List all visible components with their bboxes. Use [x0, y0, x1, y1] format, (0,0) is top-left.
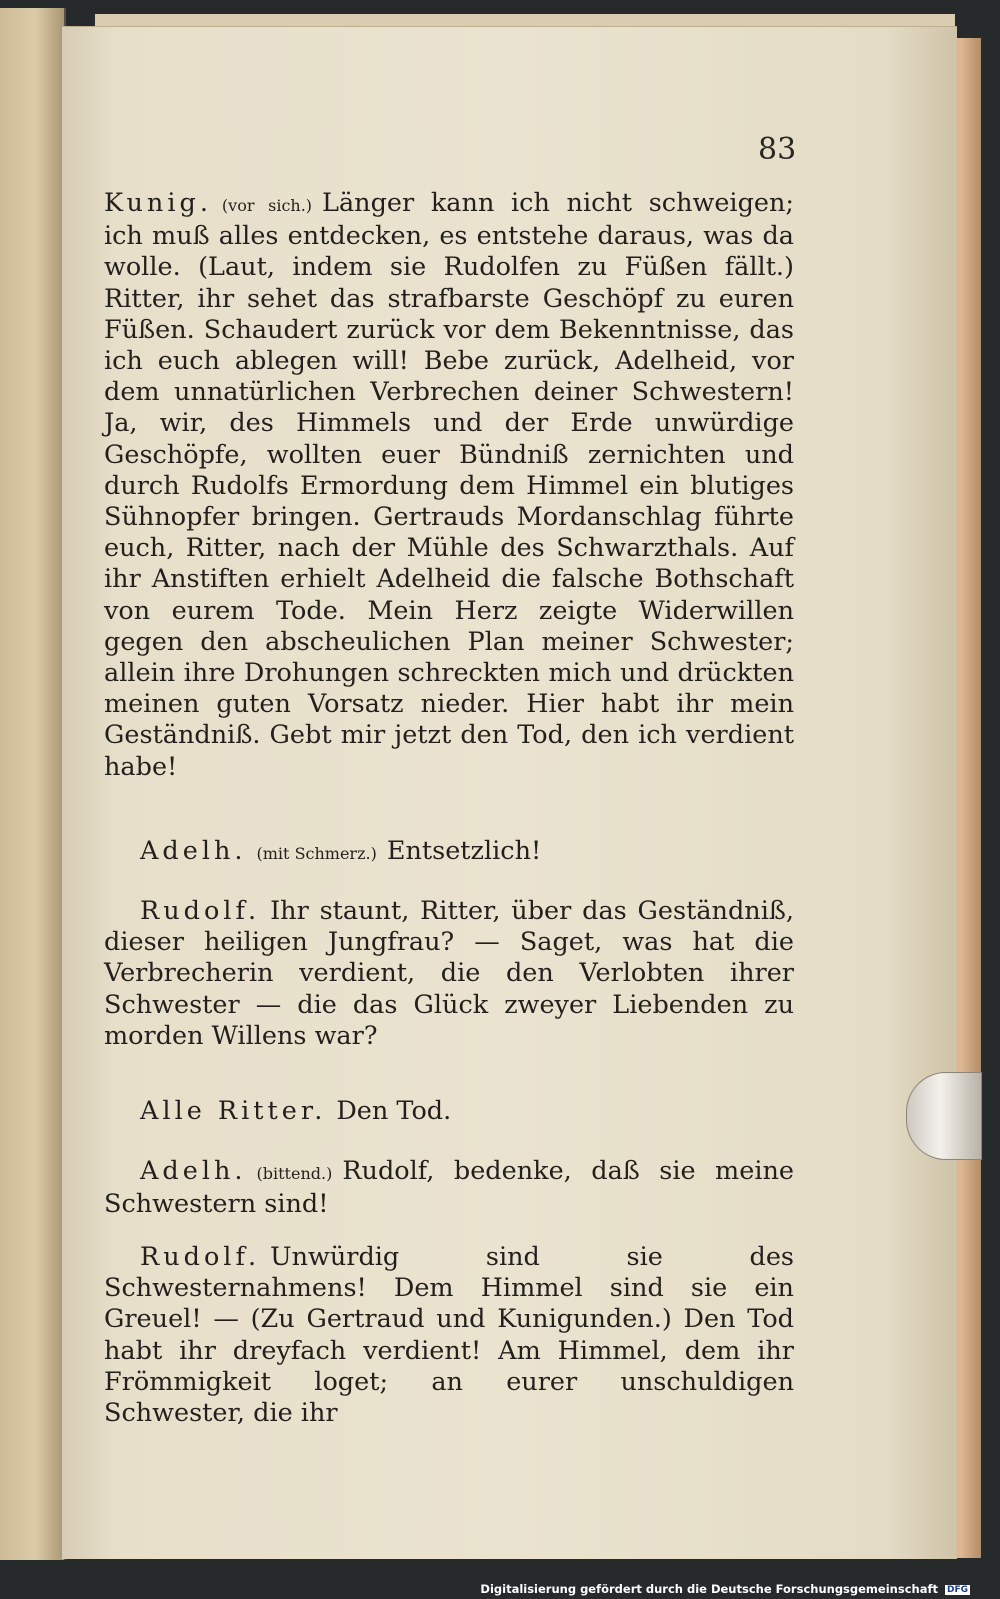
digitization-credit: [480, 1582, 970, 1596]
speech-adelh-1: [104, 836, 794, 869]
speech-adelh-2: [104, 1156, 794, 1220]
speaker-name: Kunig.: [104, 188, 212, 218]
page-number: 83: [758, 132, 797, 167]
speaker-name: Adelh.: [140, 1156, 247, 1186]
stage-direction: (vor sich.): [221, 196, 313, 215]
dfg-logo: DFG: [946, 1585, 968, 1595]
previous-page-edge: [0, 8, 66, 1560]
speech-text: Länger kann ich nicht schweigen; ich muß alles entdecken, es entstehe daraus, was da wolle. (Laut, indem sie Rudolfen zu Füßen fällt.) Ritter, ihr sehet das strafbarste Geschöpf zu euren Füßen. Schaudert zurück vor dem Bekenntnisse, das ich euch ablegen will! Bebe zurück, Adelheid, vor dem unnatürlichen Verbrechen deiner Schwestern! Ja, wir, des Himmels und der Erde unwürdige Geschöpfe, wollten euer Bündniß zernichten und durch Rudolfs Ermordung dem Himmel ein blutiges Sühnopfer bringen. Gertrauds Mordanschlag führte euch, Ritter, nach der Mühle des Schwarzthals. Auf ihr Anstiften erhielt Adelheid die falsche Bothschaft von eurem Tode. Mein Herz zeigte Widerwillen gegen den abscheulichen Plan meiner Schwester; allein ihre Drohungen schreckten mich und drückten meinen guten Vorsatz nieder. Hier habt ihr mein Geständniß. Gebt mir jetzt den Tod, den ich verdient habe!: [104, 188, 794, 782]
speech-text: Entsetzlich!: [386, 836, 542, 866]
stage-direction: (mit Schmerz.): [256, 844, 377, 863]
speech-text: Ihr staunt, Ritter, über das Geständniß, dieser heiligen Jungfrau? — Saget, was hat die Verbrecherin verdient, die den Verlobten ihrer Schwester — die das Glück zweyer Liebenden zu morden Willens war?: [104, 896, 794, 1051]
speech-rudolf-1: [104, 896, 794, 1052]
speaker-name: Rudolf.: [140, 896, 261, 926]
speaker-name: Alle Ritter.: [140, 1096, 327, 1126]
speaker-name: Rudolf.: [140, 1242, 261, 1272]
speech-kunig: [104, 188, 794, 783]
credit-text: Digitalisierung gefördert durch die Deutsche Forschungsgemeinschaft: [480, 1582, 938, 1596]
speech-alle-ritter: [104, 1096, 794, 1127]
speech-text: Unwürdig sind sie des Schwesternahmens! Dem Himmel sind sie ein Greuel! — (Zu Gertraud und Kunigunden.) Den Tod habt ihr dreyfach verdient! Am Himmel, dem ihr Frömmigkeit loget; an eurer unschuldigen Schwester, die ihr: [104, 1242, 794, 1429]
page-clip: [906, 1072, 982, 1160]
speech-rudolf-2: [104, 1242, 794, 1429]
stage-direction: (bittend.): [256, 1164, 333, 1183]
speech-text: Den Tod.: [336, 1096, 452, 1126]
speech-text: Rudolf, bedenke, daß sie meine Schwestern sind!: [104, 1156, 794, 1220]
speaker-name: Adelh.: [140, 836, 247, 866]
